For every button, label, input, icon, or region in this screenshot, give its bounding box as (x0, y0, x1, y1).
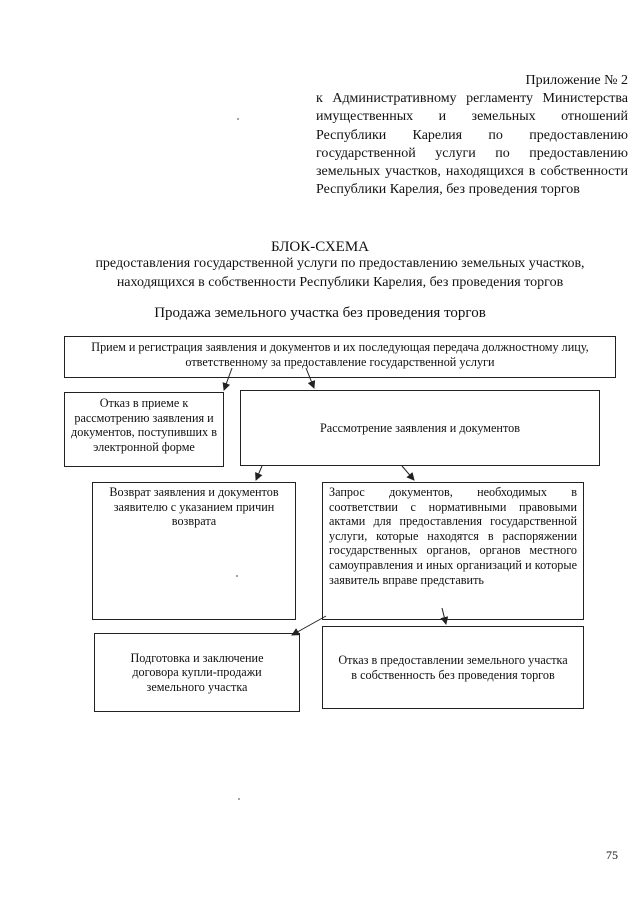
scan-speck (236, 575, 238, 577)
arrow-request-to-contract (292, 616, 326, 635)
page-number: 75 (606, 848, 618, 862)
scan-speck (237, 118, 239, 120)
appendix-title: Приложение № 2 (525, 73, 628, 88)
flow-box-refusal-provision-text: Отказ в предоставлении земельного участка в собственность без проведения торгов (338, 652, 568, 682)
flow-box-review-text: Рассмотрение заявления и документов (320, 420, 520, 435)
flow-box-refusal-reception-text: Отказ в приеме к рассмотрению заявления и документов, поступивших в электронной форме (71, 396, 217, 454)
document-subtitle: предоставления государственной услуги по предоставлению земельных участков, находящихся в собственности Республики Карелия, без проведения торгов (95, 256, 585, 290)
flow-box-reception-text: Прием и регистрация заявления и документов и их последующая передача должностному лицу, ответственному за предоставление государственной услуги (91, 340, 589, 369)
scan-speck (238, 798, 240, 800)
arrow-reception-to-refusal (224, 368, 232, 390)
arrow-reception-to-review (306, 368, 314, 388)
arrow-review-to-request (402, 466, 414, 480)
arrow-review-to-return (256, 466, 262, 480)
flow-box-contract-text: Подготовка и заключение договора купли-продажи земельного участка (130, 650, 264, 694)
section-title: Продажа земельного участка без проведения торгов (154, 305, 486, 321)
document-title: БЛОК-СХЕМА (270, 239, 370, 255)
flow-box-return-application-text: Возврат заявления и документов заявителю с указанием причин возврата (109, 485, 279, 529)
flow-box-request-documents-text: Запрос документов, необходимых в соответствии с нормативными правовыми актами для предоставления государственной услуги, которые находятся в распоряжении государственных органов, органов местного самоуправления и иных организаций и которые заявитель вправе представить (329, 485, 577, 587)
appendix-reference: к Административному регламенту Министерства имущественных и земельных отношений Республики Карелия по предоставлению государственной услуги по предоставлению земельных участков, находящихся в собственности Республики Карелия, без проведения торгов (316, 91, 628, 198)
arrow-request-to-refusal-provision (442, 608, 446, 624)
